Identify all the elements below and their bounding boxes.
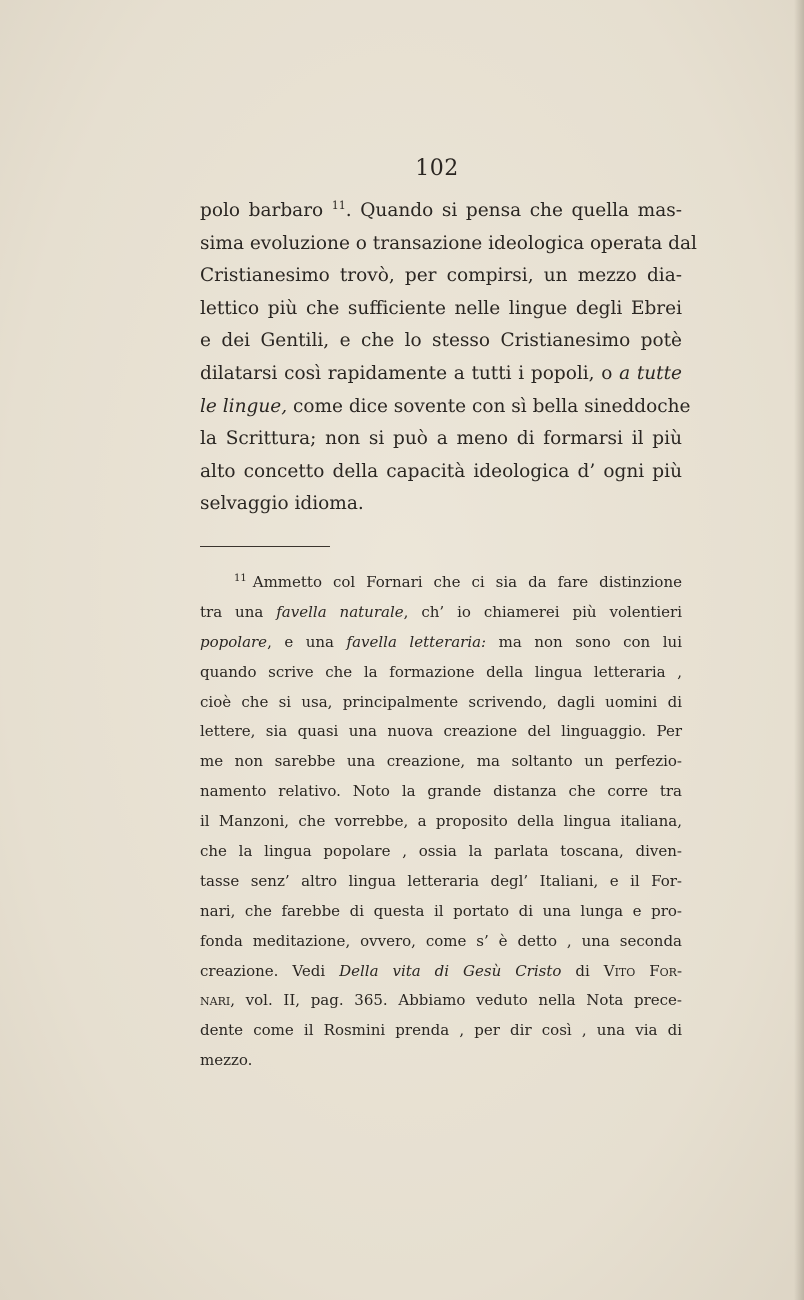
text-segment: , vol. II, pag. 365. Abbiamo veduto nella Nota prece- bbox=[230, 991, 682, 1010]
text-segment: tra una bbox=[200, 602, 277, 621]
text-segment: , ch’ io chiamerei più volentieri bbox=[403, 602, 682, 621]
text-line-4: lettico più che sufficiente nelle lingue degli Ebrei bbox=[200, 297, 682, 319]
footnote-line-3 bbox=[200, 628, 682, 658]
small-caps-segment: Vito For- bbox=[603, 961, 683, 980]
page-edge-shadow bbox=[794, 0, 804, 1300]
footnote-line-4: quando scrive che la formazione della lingua letteraria , bbox=[200, 662, 682, 681]
text-segment: polo barbaro bbox=[200, 200, 324, 221]
text-segment: creazione. Vedi bbox=[200, 961, 340, 980]
footnote-line-17: mezzo. bbox=[200, 1051, 253, 1070]
italic-segment: favella naturale bbox=[276, 602, 404, 621]
footnote-line-15 bbox=[200, 986, 682, 1016]
footnote-line-7: me non sarebbe una creazione, ma soltanto un perfezio- bbox=[200, 752, 682, 771]
footnote-line-5: cioè che si usa, principalmente scrivendo, dagli uomini di bbox=[200, 692, 682, 711]
text-segment: come dice sovente con sì bella sineddoche bbox=[287, 395, 691, 417]
footnote-separator-rule bbox=[200, 546, 330, 547]
italic-segment: le lingue, bbox=[200, 395, 288, 417]
text-line-3: Cristianesimo trovò, per compirsi, un mezzo dia- bbox=[200, 265, 682, 287]
italic-segment: Della vita di Gesù Cristo bbox=[339, 961, 562, 980]
text-line-9: alto concetto della capacità ideologica d’ ogni più bbox=[200, 460, 682, 482]
text-segment: , e una bbox=[267, 632, 347, 651]
text-segment: ma non sono con lui bbox=[486, 632, 682, 651]
footnote-line-16: dente come il Rosmini prenda , per dir così , una via di bbox=[200, 1021, 682, 1040]
text-segment: di bbox=[561, 961, 604, 980]
text-segment: . Quando si pensa che quella mas- bbox=[345, 200, 682, 221]
italic-segment: a tutte bbox=[619, 362, 682, 384]
footnote-line-2 bbox=[200, 598, 682, 628]
text-segment: Ammetto col Fornari che ci sia da fare distinzione bbox=[252, 573, 682, 591]
footnote-mark: 11 bbox=[234, 573, 247, 584]
footnote-line-8: namento relativo. Noto la grande distanza che corre tra bbox=[200, 782, 682, 801]
text-line-5: e dei Gentili, e che lo stesso Cristianesimo potè bbox=[200, 330, 682, 352]
footnote-line-13: fonda meditazione, ovvero, come s’ è detto , una seconda bbox=[200, 931, 682, 950]
text-line-8: la Scrittura; non si può a meno di formarsi il più bbox=[200, 428, 682, 450]
italic-segment: popolare bbox=[200, 632, 268, 651]
text-line-6 bbox=[200, 358, 682, 391]
footnote-line-12: nari, che farebbe di questa il portato di una lunga e pro- bbox=[200, 901, 682, 920]
text-line-1 bbox=[200, 195, 682, 228]
page-number: 102 bbox=[415, 156, 459, 181]
footnote-reference: 11 bbox=[331, 198, 346, 212]
text-line-10: selvaggio idioma. bbox=[200, 493, 364, 515]
text-line-2: sima evoluzione o transazione ideologica operata dal bbox=[200, 232, 697, 254]
footnote-line-1 bbox=[200, 568, 682, 598]
small-caps-segment: nari bbox=[200, 991, 231, 1010]
footnote-line-14 bbox=[200, 957, 682, 987]
footnote-line-6: lettere, sia quasi una nuova creazione del linguaggio. Per bbox=[200, 722, 682, 741]
main-text-block bbox=[200, 195, 697, 521]
footnote-line-11: tasse senz’ altro lingua letteraria degl’ Italiani, e il For- bbox=[200, 871, 682, 890]
text-segment: dilatarsi così rapidamente a tutti i popoli, o bbox=[200, 362, 620, 384]
footnote-line-10: che la lingua popolare , ossia la parlata toscana, diven- bbox=[200, 842, 682, 861]
footnote-block bbox=[200, 568, 682, 1076]
footnote-line-9: il Manzoni, che vorrebbe, a proposito della lingua italiana, bbox=[200, 812, 682, 831]
italic-segment: favella letteraria: bbox=[346, 632, 487, 651]
text-line-7 bbox=[200, 391, 691, 424]
